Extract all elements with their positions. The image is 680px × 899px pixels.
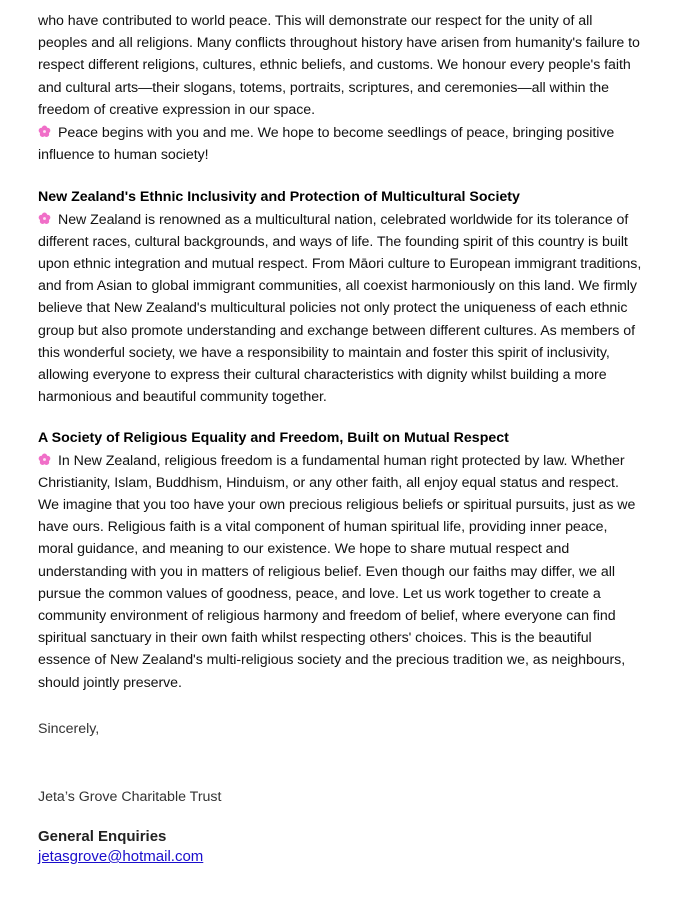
intro-paragraph: who have contributed to world peace. This will demonstrate our respect for the unity of all peoples and all religions. Many conflicts throughout history have arisen from humanity's failure to respect different religions, cultures, ethnic beliefs, and customs. We honour every people's faith and cultural arts—their slogans, totems, portraits, scriptures, and ceremonies—all within the freedom of creative expression in our space. <box>38 13 640 118</box>
section-body-ethnic <box>38 209 642 409</box>
section-heading-religion: A Society of Religious Equality and Freedom, Built on Mutual Respect <box>38 430 509 447</box>
section-body-text: In New Zealand, religious freedom is a fundamental human right protected by law. Whether Christianity, Islam, Buddhism, Hinduism, or any other faith, all enjoy equal status and respect. We imagine that you too have your own precious religious beliefs or spiritual pursuits, just as we have ours. Religious faith is a vital component of human spiritual life, providing inner peace, moral guidance, and meaning to our existence. We hope to share mutual respect and understanding with you in matters of religious belief. Even though our faiths may differ, we all pursue the common values of goodness, peace, and love. Let us work together to create a community environment of religious harmony and freedom of belief, where everyone can find spiritual sanctuary in their own faith whilst respecting others' choices. This is the beautiful essence of New Zealand's multi-religious society and the precious tradition we, as neighbours, should jointly preserve. <box>38 452 636 691</box>
closing-salutation: Sincerely, <box>38 721 100 737</box>
peace-text: Peace begins with you and me. We hope to become seedlings of peace, bringing positive influence to human society! <box>38 125 615 164</box>
pink-flower-icon <box>38 125 51 138</box>
section-body-text: New Zealand is renowned as a multicultural nation, celebrated worldwide for its tolerance of different races, cultural backgrounds, and ways of life. The founding spirit of this country is built upon ethnic integration and mutual respect. From Māori culture to European immigrant traditions, and from Asian to global immigrant communities, all coexist harmoniously on this land. We firmly believe that New Zealand's multicultural policies not only protect the uniqueness of each ethnic group but also promote understanding and exchange between different cultures. As members of this wonderful society, we have a responsibility to maintain and foster this spirit of inclusivity, allowing everyone to express their cultural characteristics with dignity whilst building a more harmonious and beautiful community together. <box>38 211 642 406</box>
organization-name: Jeta’s Grove Charitable Trust <box>38 789 222 805</box>
peace-paragraph <box>38 122 642 166</box>
section-body-religion <box>38 450 642 694</box>
pink-flower-icon <box>38 212 51 225</box>
section-heading-ethnic: New Zealand's Ethnic Inclusivity and Protection of Multicultural Society <box>38 189 520 206</box>
pink-flower-icon <box>38 453 51 466</box>
email-link[interactable]: jetasgrove@hotmail.com <box>38 848 204 865</box>
enquiries-title: General Enquiries <box>38 828 167 845</box>
